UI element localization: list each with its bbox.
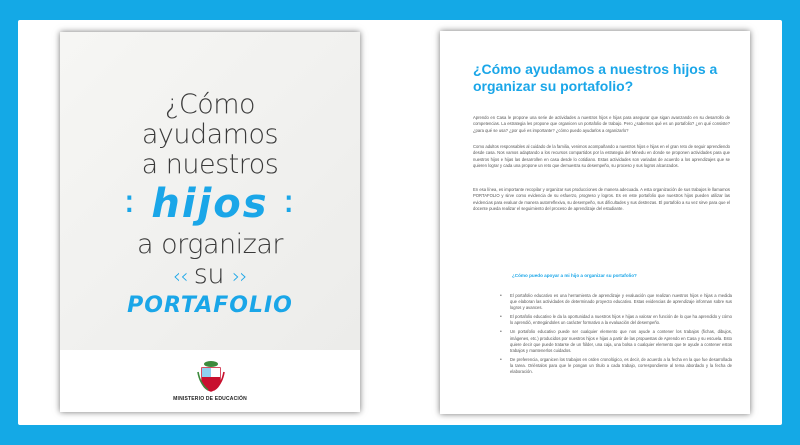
paragraph-1: Aprendo en Casa le propone una serie de actividades a nuestros hijos e hijas para asegurar que sigan avanzando en su desarrollo de competencias. La estrategia les propone que organicen un portafolio de trabajo. Pero ¿sabemos qué es un portafolio? ¿en qué consiste? ¿para qué se usa? ¿por qué es importante? ¿cómo puedo ayudarlos a organizarlo? [473, 115, 730, 133]
right-dash-icon: ›› [232, 264, 248, 288]
left-accent-icon: ⁚ [125, 193, 136, 218]
bullet-icon: • [500, 314, 502, 321]
bullet-icon: • [500, 293, 502, 299]
list-item [500, 329, 732, 353]
paragraph-3: En esa línea, es importante recopilar y organizar sus producciones de manera adecuada. A esta organización de sus trabajos le llamamos PORTAFOLIO y sirve como evidencia de su esfuerzo, progreso y logros. Es en este portafolio que nuestros hijos pueden utilizar las evidencias para evaluar de manera autorreflexiva, su desempeño, sus dificultades y sus destrezas. El portafolio a su vez sirve para que el docente pueda realizar el seguimiento del proceso de aprendizaje del estudiante. [473, 187, 730, 211]
cover-title-hijos: hijos [151, 181, 269, 227]
cover-title-line-6: su [193, 259, 224, 290]
bullet-icon: • [500, 356, 502, 363]
right-accent-icon: ⁚ [284, 193, 295, 218]
cover-title-line-1: ¿Cómo [164, 89, 256, 120]
list-item-text: Un portafolio educativo puede ser cualquier elemento que nos ayude a contener los trabajos (fichas, dibujos, imágenes, etc.) producidos por nuestros hijos e hijas a partir de las propuestas de Aprendo en Casa y su escuela. Esto quiere decir que puede tratarse de un fólder, una caja, una bolsa o cualquier elemento que te ayude a contener estos trabajos y mantenerlos cuidados. [510, 329, 732, 353]
cover-title-portafolio: PORTAFOLIO [127, 293, 293, 318]
cover-title [60, 90, 360, 321]
bullet-icon: • [500, 329, 502, 336]
ministry-label: MINISTERIO DE EDUCACIÓN [173, 396, 247, 402]
cover-title-hijos-row [60, 182, 360, 228]
list-item-text: El portafolio educativo es una herramienta de aprendizaje y evaluación que realizan nuestros hijos e hijas a medida que elaboran las actividades de determinado proyecto educativo. Estas evidencias de aprendizaje informan sobre sus logros y avances. [510, 293, 732, 311]
section-subheading: ¿Cómo puedo apoyar a mi hijo a organizar su portafolio? [512, 273, 637, 278]
cover-footer [60, 350, 360, 412]
inner-page [440, 31, 750, 414]
cover-paper [60, 32, 360, 350]
list-item [500, 314, 732, 326]
list-item-text: De preferencia, organicen los trabajos en orden cronológico, es decir, de acuerdo a la fecha en la que fue desarrollada la tarea. Oriéntalos para que le pongan un título a cada trabajo, correspondiente al tema abordado y la fecha de elaboración. [510, 356, 732, 375]
list-item [500, 293, 732, 311]
list-item [500, 357, 732, 375]
peru-coat-of-arms-icon [196, 360, 226, 394]
cover-title-line-2: ayudamos [141, 119, 279, 150]
page-title: ¿Cómo ayudamos a nuestros hijos a organizar su portafolio? [473, 61, 718, 94]
cover-title-line-3: a nuestros [141, 149, 279, 180]
cover-title-line-5: a organizar [137, 229, 283, 260]
cover-page [60, 32, 360, 412]
paragraph-2: Como adultos responsables al cuidado de la familia, venimos acompañando a nuestros hijos e hijas en el gran reto de seguir aprendiendo desde casa. Nos vamos adaptando a los recursos compartidos por la estrategia del Minedu en donde se proponen actividades para que nuestros hijos e hijas las desarrollen en casa desde lo cotidiano. Estas actividades son variadas de acuerdo a los aprendizajes que se quieren lograr y cada una propone un reto que demuestra su desempeño, su proceso y sus logros alcanzados. [473, 144, 730, 168]
left-dash-icon: ‹‹ [172, 264, 194, 288]
cover-title-su-row [60, 260, 360, 291]
list-item-text: El portafolio educativo le da la oportunidad a nuestros hijos e hijas a valorar en función de lo que ha aprendido y cómo lo aprendió, entregándoles un carácter formativo a la evaluación del desempeño. [510, 314, 732, 326]
bullet-list [500, 293, 732, 378]
